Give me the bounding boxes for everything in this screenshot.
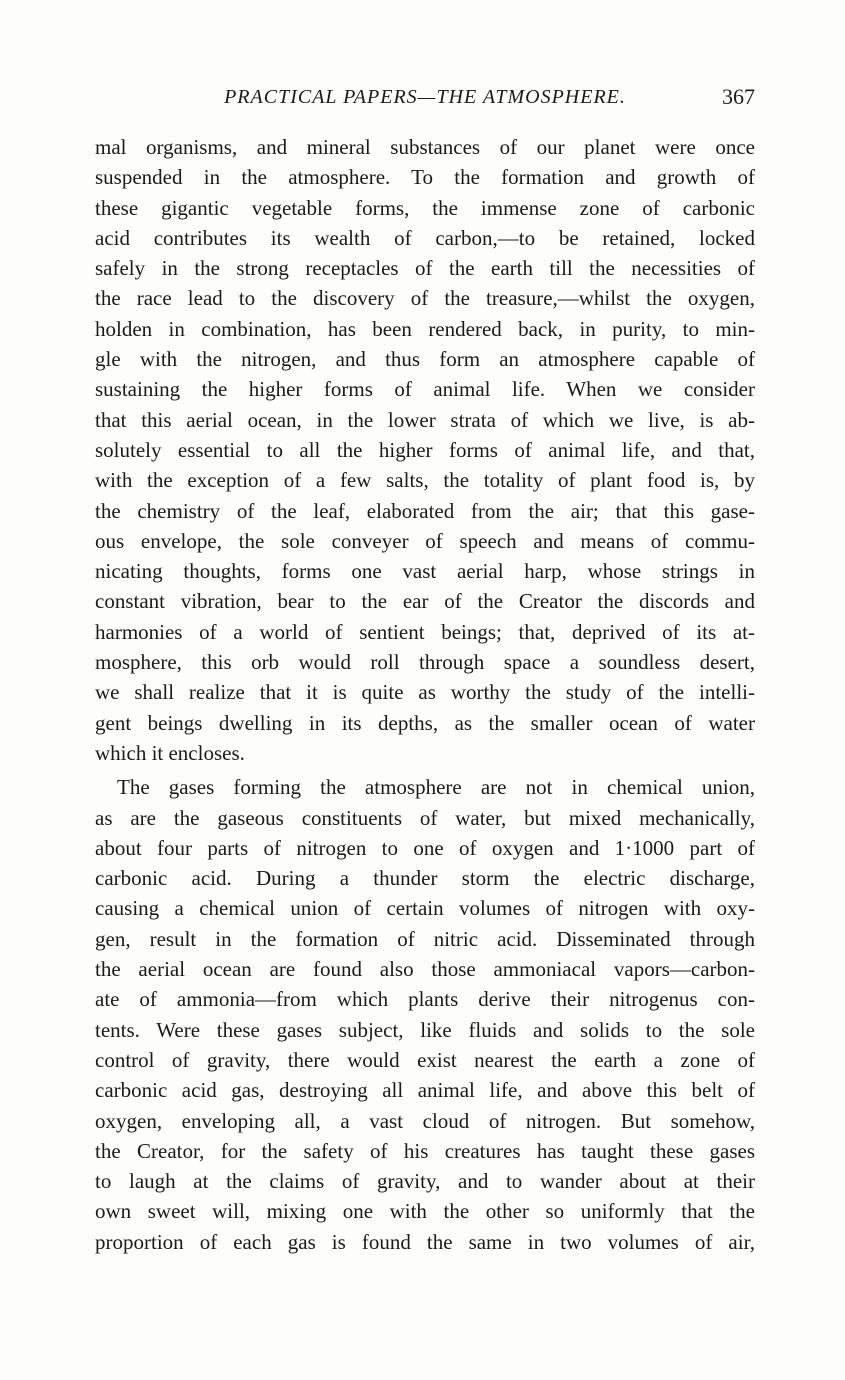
text-line: gen, result in the formation of nitric acid. Disseminated through: [95, 926, 755, 951]
text-line: acid contributes its wealth of carbon,—to be retained, locked: [95, 225, 755, 250]
text-line: we shall realize that it is quite as worthy the study of the intelli-: [95, 680, 755, 705]
text-line: these gigantic vegetable forms, the immense zone of carbonic: [95, 195, 755, 220]
text-line: tents. Were these gases subject, like fluids and solids to the sole: [95, 1017, 755, 1042]
text-line: constant vibration, bear to the ear of the Creator the discords and: [95, 589, 755, 614]
text-line: gle with the nitrogen, and thus form an atmosphere capable of: [95, 347, 755, 372]
text-line: as are the gaseous constituents of water, but mixed mechanically,: [95, 805, 755, 830]
text-line: safely in the strong receptacles of the earth till the necessities of: [95, 256, 755, 281]
text-line: harmonies of a world of sentient beings; that, deprived of its at-: [95, 619, 755, 644]
text-line: the race lead to the discovery of the treasure,—whilst the oxygen,: [95, 286, 755, 311]
text-line: ate of ammonia—from which plants derive their nitrogenus con-: [95, 987, 755, 1012]
text-line: mal organisms, and mineral substances of our planet were once: [95, 135, 755, 159]
text-line: causing a chemical union of certain volumes of nitrogen with oxy-: [95, 896, 755, 921]
text-line: with the exception of a few salts, the totality of plant food is, by: [95, 468, 755, 493]
text-line: The gases forming the atmosphere are not in chemical union,: [117, 775, 755, 800]
text-line: gent beings dwelling in its depths, as the smaller ocean of water: [95, 710, 755, 735]
text-line: suspended in the atmosphere. To the formation and growth of: [95, 165, 755, 190]
paragraph-1: [95, 132, 755, 768]
page-number: 367: [722, 84, 755, 109]
body-text: [95, 132, 755, 1257]
text-line: oxygen, enveloping all, a vast cloud of nitrogen. But somehow,: [95, 1108, 755, 1133]
text-line: own sweet will, mixing one with the other so uniformly that the: [95, 1199, 755, 1224]
text-line: nicating thoughts, forms one vast aerial harp, whose strings in: [95, 559, 755, 584]
text-line: that this aerial ocean, in the lower strata of which we live, is ab-: [95, 407, 755, 432]
running-header: [95, 86, 755, 116]
text-line: ous envelope, the sole conveyer of speech and means of commu-: [95, 528, 755, 553]
text-line: about four parts of nitrogen to one of oxygen and 1·1000 part of: [95, 835, 755, 860]
text-line: sustaining the higher forms of animal life. When we consider: [95, 377, 755, 402]
text-line: proportion of each gas is found the same in two volumes of air,: [95, 1229, 755, 1254]
text-line: the aerial ocean are found also those ammoniacal vapors—carbon-: [95, 957, 755, 982]
paragraph-2: [95, 772, 755, 1257]
text-line: control of gravity, there would exist nearest the earth a zone of: [95, 1047, 755, 1072]
text-line: which it encloses.: [95, 740, 245, 765]
text-line: holden in combination, has been rendered back, in purity, to min-: [95, 316, 755, 341]
text-line: carbonic acid gas, destroying all animal life, and above this belt of: [95, 1078, 755, 1103]
text-line: solutely essential to all the higher forms of animal life, and that,: [95, 437, 755, 462]
text-line: the chemistry of the leaf, elaborated from the air; that this gase-: [95, 498, 755, 523]
text-line: the Creator, for the safety of his creatures has taught these gases: [95, 1138, 755, 1163]
running-title: PRACTICAL PAPERS—THE ATMOSPHERE.: [224, 86, 626, 108]
text-line: carbonic acid. During a thunder storm the electric discharge,: [95, 866, 755, 891]
text-line: to laugh at the claims of gravity, and to wander about at their: [95, 1169, 755, 1194]
text-line: mosphere, this orb would roll through space a soundless desert,: [95, 650, 755, 675]
